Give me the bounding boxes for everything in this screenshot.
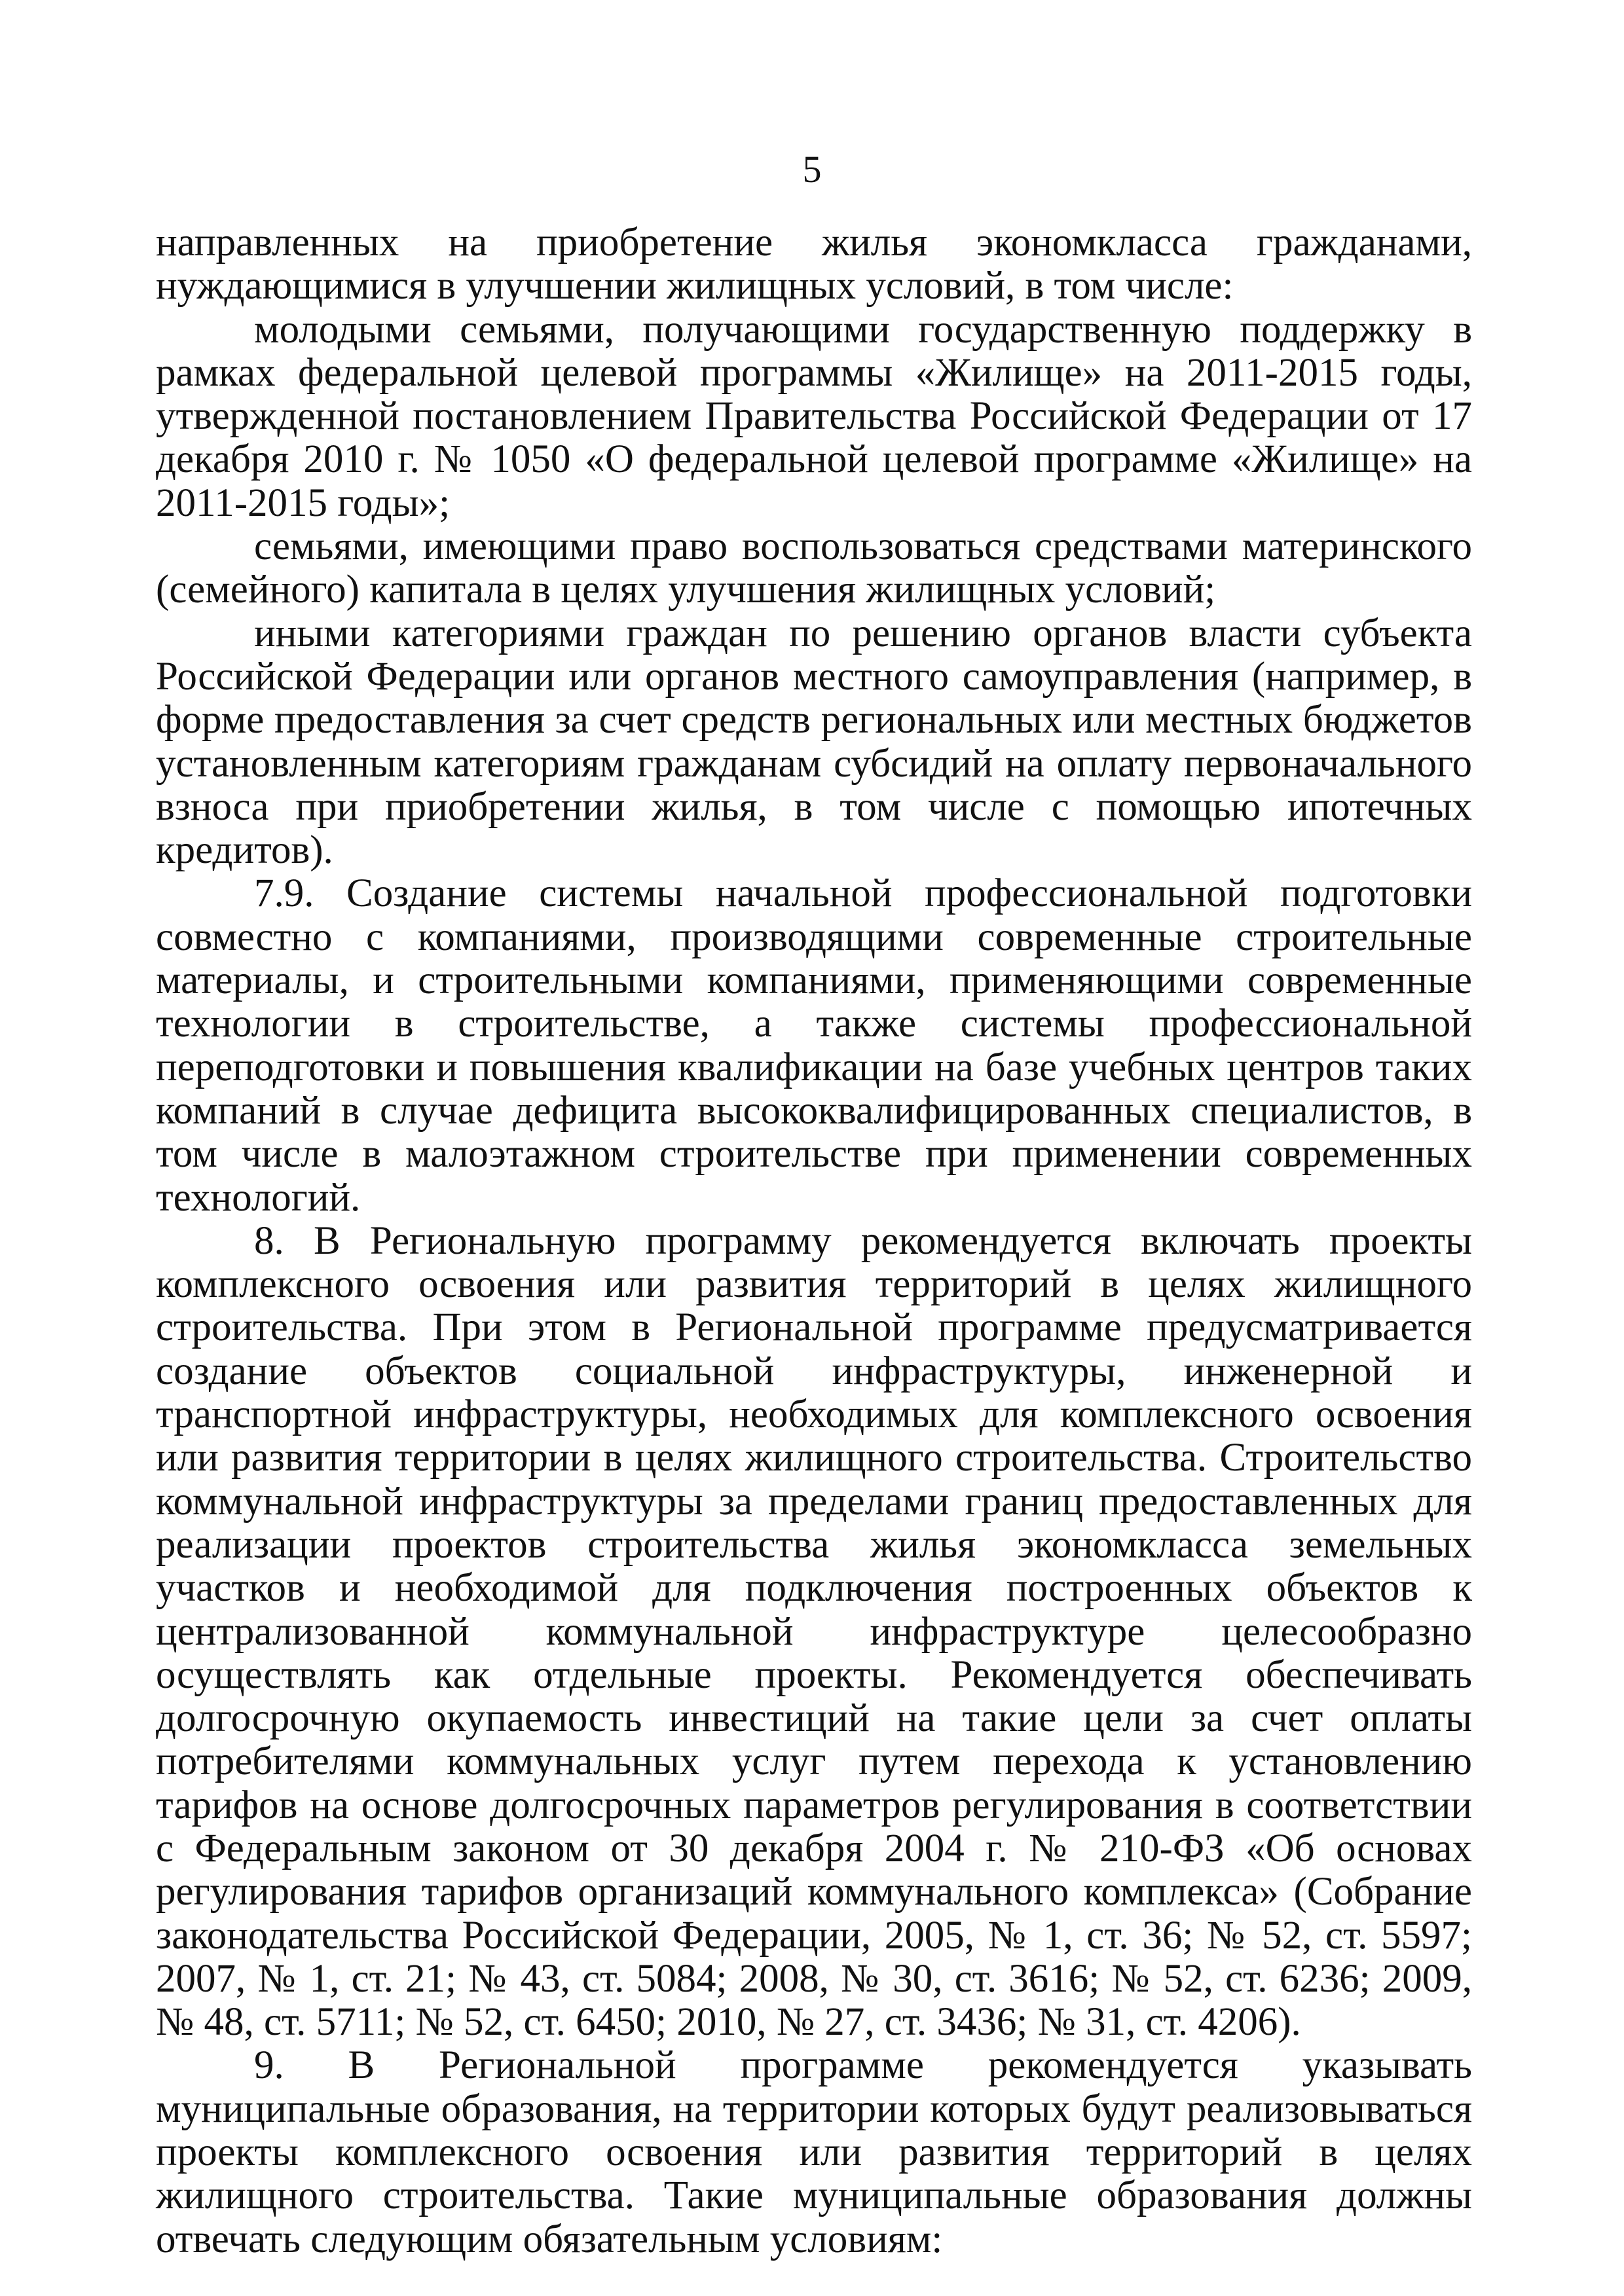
paragraph-continuation: направленных на приобретение жилья экономкласса гражданами, нуждающимися в улучшении жилищных условий, в том числе:	[156, 221, 1472, 308]
paragraph-other-categories: иными категориями граждан по решению органов власти субъекта Российской Федерации или органов местного самоуправления (например, в форме предоставления за счет средств региональных или местных бюджетов установленным категориям гражданам субсидий на оплату первоначального взноса при приобретении жилья, в том числе с помощью ипотечных кредитов).	[156, 611, 1472, 873]
paragraph-maternity-capital: семьями, имеющими право воспользоваться средствами материнского (семейного) капитала в целях улучшения жилищных условий;	[156, 524, 1472, 612]
paragraph-young-families: молодыми семьями, получающими государственную поддержку в рамках федеральной целевой программы «Жилище» на 2011-2015 годы, утвержденной постановлением Правительства Российской Федерации от 17 декабря 2010 г. № 1050 «О федеральной целевой программе «Жилище» на 2011-2015 годы»;	[156, 307, 1472, 525]
document-body	[156, 221, 1472, 2261]
paragraph-9: 9. В Региональной программе рекомендуется указывать муниципальные образования, на территории которых будут реализовываться проекты комплексного освоения или развития территорий в целях жилищного строительства. Такие муниципальные образования должны отвечать следующим обязательным условиям:	[156, 2043, 1472, 2261]
page-number: 5	[802, 148, 822, 191]
paragraph-7-9: 7.9. Создание системы начальной профессиональной подготовки совместно с компаниями, производящими современные строительные материалы, и строительными компаниями, применяющими современные технологии в строительстве, а также системы профессиональной переподготовки и повышения квалификации на базе учебных центров таких компаний в случае дефицита высококвалифицированных специалистов, в том числе в малоэтажном строительстве при применении современных технологий.	[156, 871, 1472, 1220]
paragraph-8: 8. В Региональную программу рекомендуется включать проекты комплексного освоения или развития территорий в целях жилищного строительства. При этом в Региональной программе предусматривается создание объектов социальной инфраструктуры, инженерной и транспортной инфраструктуры, необходимых для комплексного освоения или развития территории в целях жилищного строительства. Строительство коммунальной инфраструктуры за пределами границ предоставленных для реализации проектов строительства жилья экономкласса земельных участков и необходимой для подключения построенных объектов к централизованной коммунальной инфраструктуре целесообразно осуществлять как отдельные проекты. Рекомендуется обеспечивать долгосрочную окупаемость инвестиций на такие цели за счет оплаты потребителями коммунальных услуг путем перехода к установлению тарифов на основе долгосрочных параметров регулирования в соответствии с Федеральным законом от 30 декабря 2004 г. № 210-ФЗ «Об основах регулирования тарифов организаций коммунального комплекса» (Собрание законодательства Российской Федерации, 2005, № 1, ст. 36; № 52, ст. 5597; 2007, № 1, ст. 21; № 43, ст. 5084; 2008, № 30, ст. 3616; № 52, ст. 6236; 2009, № 48, ст. 5711; № 52, ст. 6450; 2010, № 27, ст. 3436; № 31, ст. 4206).	[156, 1218, 1472, 2045]
